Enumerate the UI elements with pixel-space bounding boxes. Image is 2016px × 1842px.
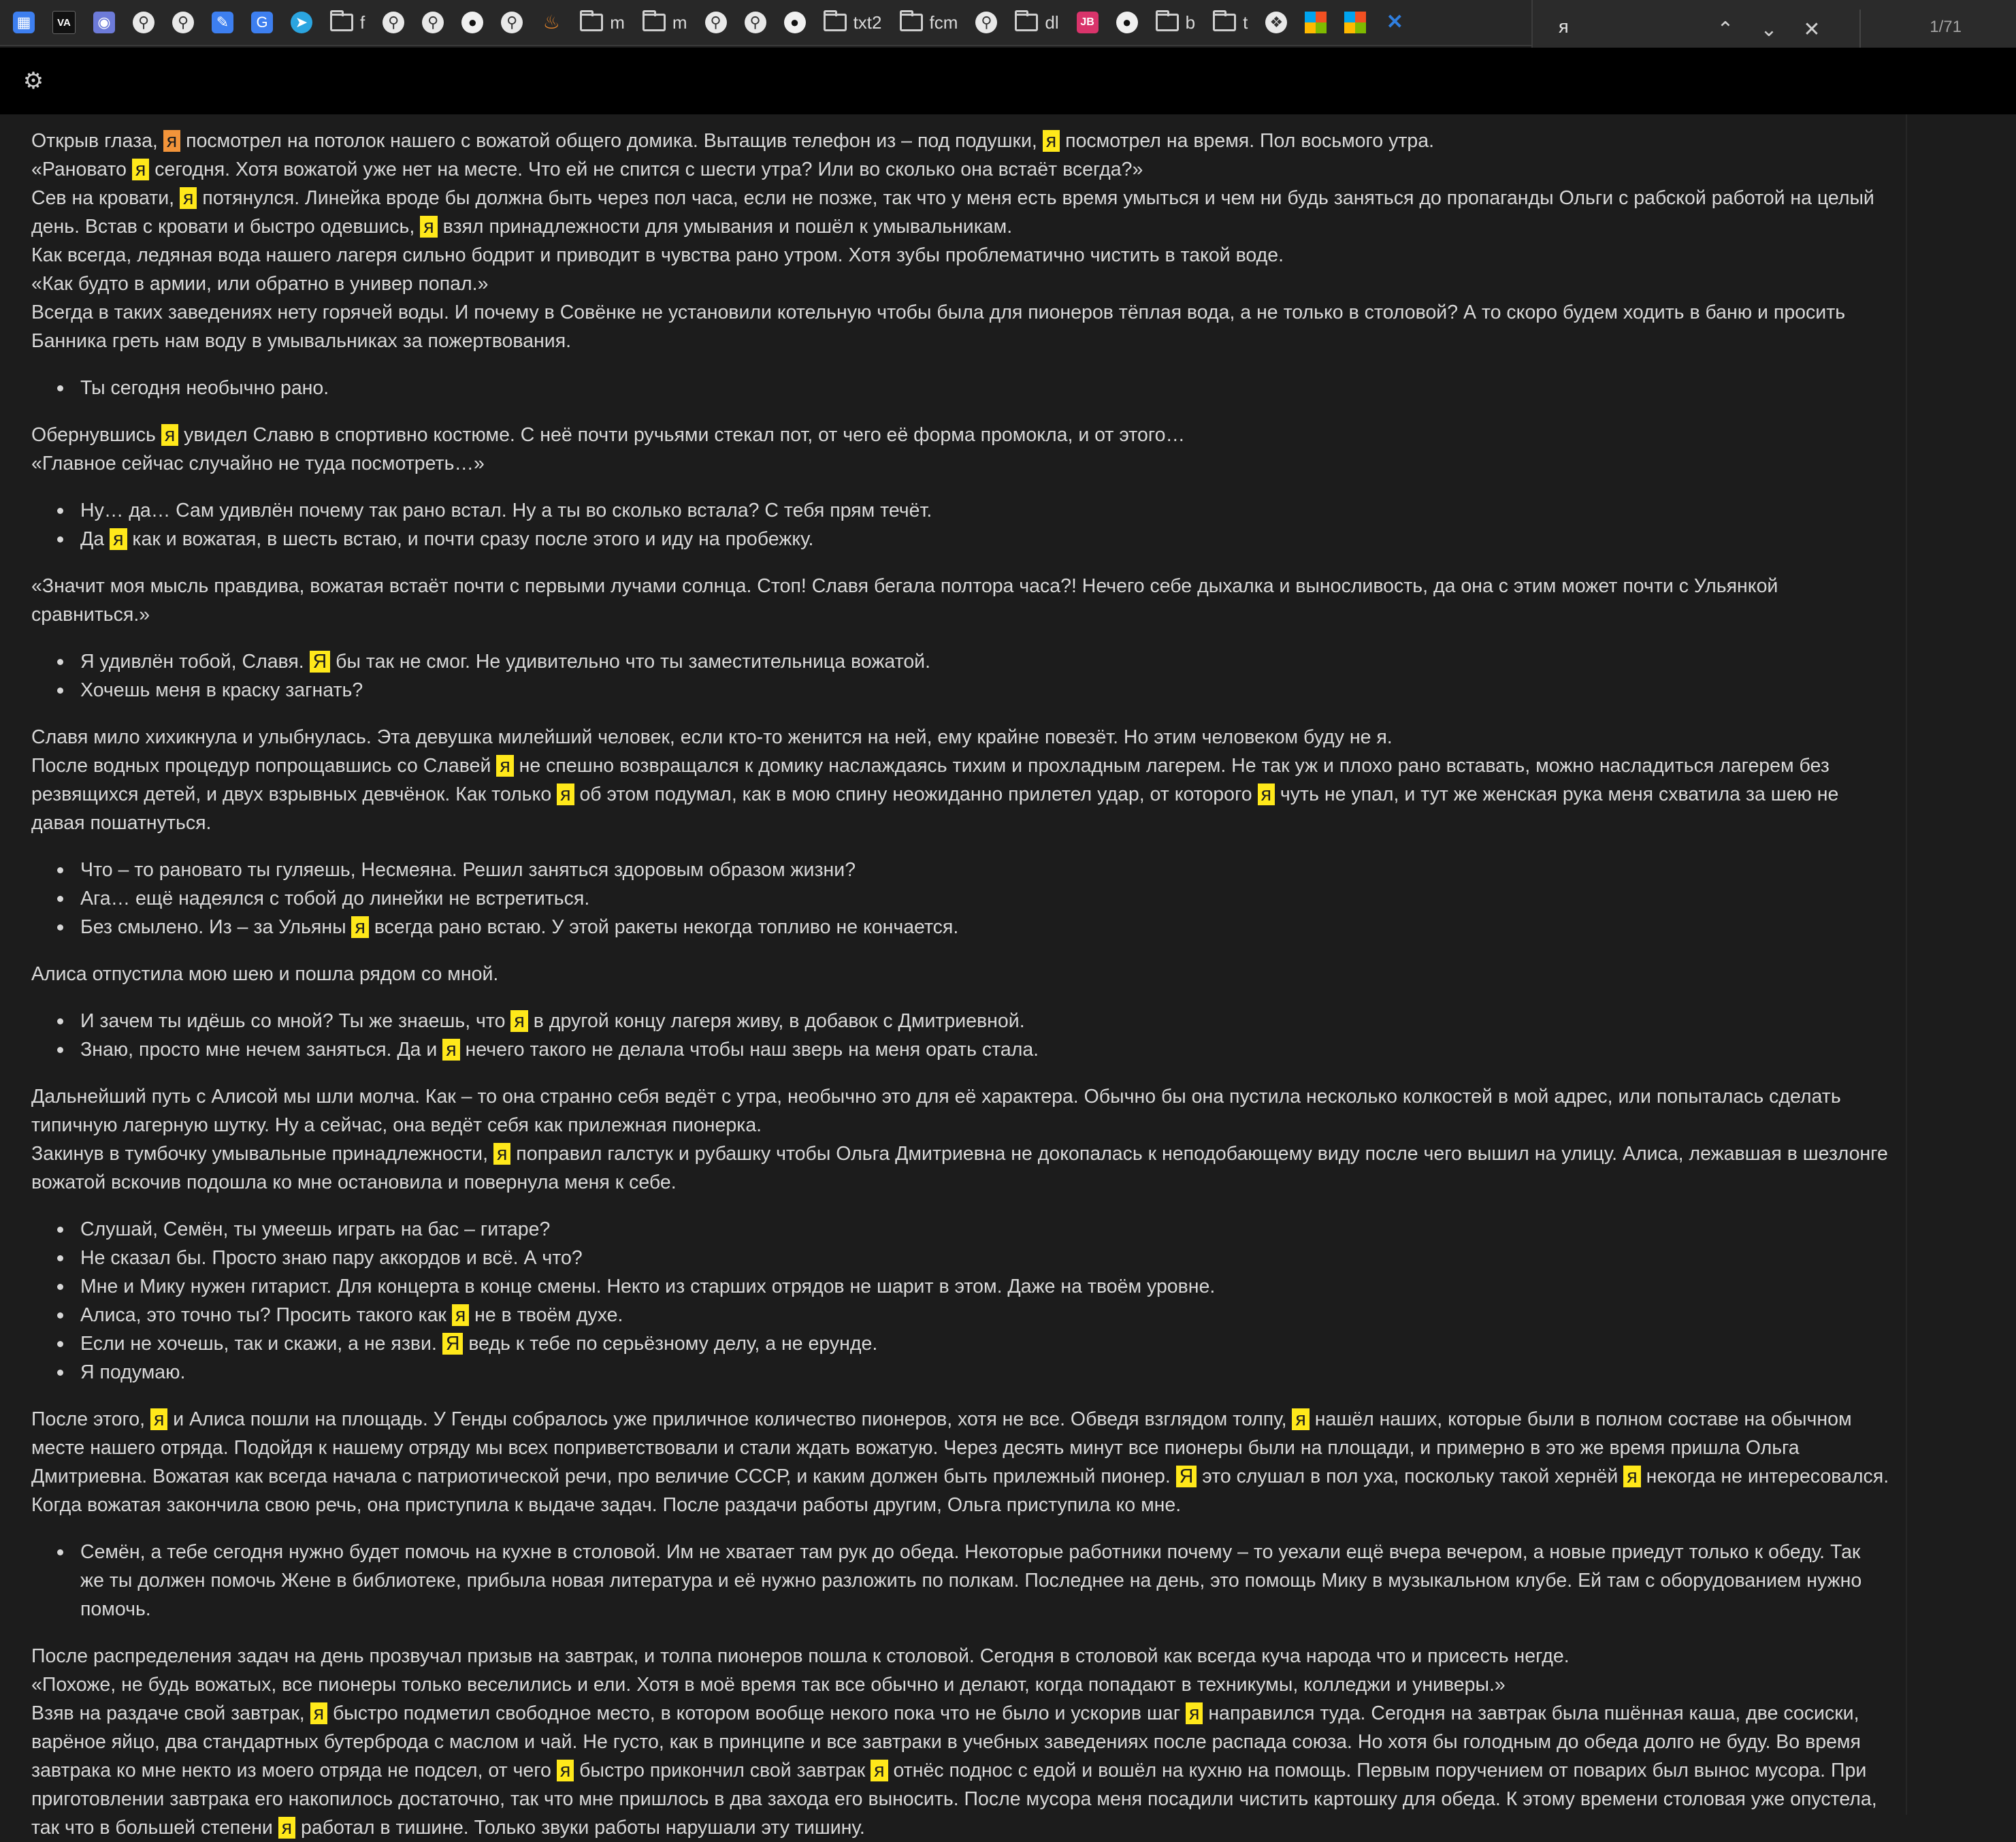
bookmark-item[interactable] xyxy=(775,4,815,41)
globe-icon: ⚲ xyxy=(383,12,404,33)
text-run: Ага… ещё надеялся с тобой до линейки не встретиться. xyxy=(80,888,590,909)
search-match: я xyxy=(442,1039,459,1061)
text-run: и Алиса пошли на площадь. У Генды собралось уже приличное количество пионеров, хотя не все. Обведя взглядом толпу, xyxy=(167,1408,1292,1430)
bookmark-item[interactable] xyxy=(203,4,242,41)
list-item xyxy=(80,1215,1889,1244)
search-match: я xyxy=(557,1760,574,1781)
telegram-icon: ➤ xyxy=(291,12,312,33)
close-icon: ✕ xyxy=(1803,18,1821,41)
bookmark-item[interactable] xyxy=(1204,4,1256,41)
text-run: Славя мило хихикнула и улыбнулась. Эта девушка милейший человек, если кто-то женится на ней, ему крайне повезёт. Но этим человеком буду не я. xyxy=(31,726,1393,748)
text-run: «Главное сейчас случайно не туда посмотреть…» xyxy=(31,453,485,474)
list-item xyxy=(80,1007,1889,1035)
text-run: быстро подметил свободное место, в котором вообще некого пока что не было и ускорив шаг xyxy=(327,1702,1186,1724)
text-run: сегодня. Хотя вожатой уже нет на месте. Что ей не спится с шести утра? Или во сколько она встаёт всегда?» xyxy=(149,159,1143,180)
github-icon: ● xyxy=(461,12,483,33)
bookmark-item[interactable] xyxy=(966,4,1006,41)
text-run: всегда рано встаю. У этой ракеты некогда топливо не кончается. xyxy=(368,916,959,938)
puzzle-icon: ❖ xyxy=(1265,12,1287,33)
search-match: Я xyxy=(1176,1466,1197,1487)
bookmark-item[interactable] xyxy=(1296,4,1335,41)
bookmark-item[interactable] xyxy=(736,4,775,41)
search-match: я xyxy=(1186,1702,1203,1724)
list-item xyxy=(80,884,1889,913)
search-match: я xyxy=(278,1817,295,1839)
paragraph xyxy=(31,184,1889,241)
search-match: я xyxy=(132,159,149,180)
text-run: бы так не смог. Не удивительно что ты заместительница вожатой. xyxy=(330,651,931,673)
globe-icon: ⚲ xyxy=(501,12,523,33)
folder-icon xyxy=(1156,14,1179,31)
bookmark-item[interactable] xyxy=(242,4,282,41)
globe-icon: ⚲ xyxy=(745,12,766,33)
text-run: Мне и Мику нужен гитарист. Для концерта в конце смены. Некто из старших отрядов не шарит в этом. Даже на твоём уровне. xyxy=(80,1276,1216,1297)
text-run: Что – то рановато ты гуляешь, Несмеяна. Решил заняться здоровым образом жизни? xyxy=(80,859,856,881)
bookmark-item[interactable] xyxy=(282,4,321,41)
search-match: я xyxy=(351,916,368,938)
bookmark-label: m xyxy=(672,12,687,33)
bookmark-item[interactable] xyxy=(532,4,571,41)
text-run: направился туда. Сегодня на завтрак была пшённая каша, две сосиски, варёное яйцо, два стандартных бутерброда с маслом и чай. Не густо, как в принципе и все завтраки в учебных заведениях после распада союза. Но хотя бы голодным до обеда долго не буду. Во время завтрака ко мне некто из моего отряда не подсел, от чего xyxy=(31,1702,1861,1781)
bookmark-item[interactable] xyxy=(374,4,413,41)
globe-icon: ⚲ xyxy=(422,12,444,33)
bookmark-item[interactable] xyxy=(163,4,203,41)
sheets-icon: ▦ xyxy=(13,12,35,33)
translate-icon: G xyxy=(251,12,273,33)
dialogue-list xyxy=(31,374,1889,402)
text-run: Не сказал бы. Просто знаю пару аккордов и всё. А что? xyxy=(80,1247,583,1269)
text-run: Ты сегодня необычно рано. xyxy=(80,377,329,399)
text-run: «Как будто в армии, или обратно в универ попал.» xyxy=(31,273,489,295)
search-match: я xyxy=(1258,783,1275,805)
paragraph xyxy=(31,421,1889,449)
gear-icon: ⚙ xyxy=(22,68,44,94)
paragraph xyxy=(31,270,1889,298)
search-match: я xyxy=(496,755,513,777)
paragraph xyxy=(31,1699,1889,1842)
bookmark-item[interactable] xyxy=(1006,4,1067,41)
va-icon: VA xyxy=(52,11,76,34)
text-run: Алиса, это точно ты? Просить такого как xyxy=(80,1304,452,1326)
bookmark-label: dl xyxy=(1045,12,1059,33)
list-item xyxy=(80,525,1889,553)
app-icon: ◉ xyxy=(93,12,115,33)
bookmark-item[interactable] xyxy=(321,4,374,41)
text-run: не спешно возвращался к домику наслаждаясь тихим и прохладным лагерем. Не так уж и плохо рано вставать, можно насладиться лагерем без резвящихся детей, и двух взрывных девчёнок. Как только xyxy=(31,755,1830,805)
dialogue-list xyxy=(31,1007,1889,1064)
bookmark-item[interactable] xyxy=(4,4,44,41)
bookmark-item[interactable] xyxy=(1107,4,1147,41)
reader-view[interactable] xyxy=(0,114,2016,1839)
folder-icon xyxy=(900,14,923,31)
dialogue-list xyxy=(31,1538,1889,1623)
paragraph xyxy=(31,1670,1889,1699)
text-run: в другой концу лагеря живу, в добавок с Дмитриевной. xyxy=(527,1010,1025,1032)
folder-icon xyxy=(643,14,666,31)
settings-button[interactable] xyxy=(20,68,46,94)
text-run: «Значит моя мысль правдива, вожатая встаёт почти с первыми лучами солнца. Стоп! Славя бегала полтора часа?! Нечего себе дыхалка и выносливость, да она с этим может почти с Ульянкой сравниться.» xyxy=(31,575,1778,626)
text-run: Без смылено. Из – за Ульяны xyxy=(80,916,352,938)
paragraph xyxy=(31,960,1889,988)
text-run: Я удивлён тобой, Славя. xyxy=(80,651,310,673)
bookmark-item[interactable] xyxy=(1147,4,1204,41)
search-match: Я xyxy=(442,1333,464,1355)
text-run: Закинув в тумбочку умывальные принадлежности, xyxy=(31,1143,493,1165)
search-match: я xyxy=(180,187,197,209)
text-run: Слушай, Семён, ты умеешь играть на бас – гитаре? xyxy=(80,1218,551,1240)
bookmark-item[interactable] xyxy=(84,4,124,41)
current-search-match: я xyxy=(163,130,180,152)
text-run: Сев на кровати, xyxy=(31,187,180,209)
text-run: «Похоже, не будь вожатых, все пионеры только веселились и ели. Хотя в моё время так все обычно и делают, когда попадают в техникумы, колледжи и универы.» xyxy=(31,1674,1506,1696)
search-match: я xyxy=(557,783,574,805)
text-run: ведь к тебе по серьёзному делу, а не ерунде. xyxy=(463,1333,878,1355)
text-run: Семён, а тебе сегодня нужно будет помочь на кухне в столовой. Им не хватает там рук до обеда. Некоторые работники почему – то уехали ещё вчера вечером, а новые приедут только к обеду. Так же ты должен помочь Жене в библиотеке, прибыла новая литература и её нужно разложить по полкам. Последнее на день, это помощь Мику в музыкальном клубе. Ей там с оборудованием нужно помочь. xyxy=(80,1541,1862,1620)
text-run: не в твоём духе. xyxy=(469,1304,623,1326)
text-run: посмотрел на время. Пол восьмого утра. xyxy=(1060,130,1434,152)
text-run: нашёл наших, которые были в полном составе на обычном месте нашего отряда. Подойдя к нашему отряду мы всех поприветствовали и стали ждать вожатую. Через десять минут все пионеры были на площади, и примерно в это же время пришла Ольга Дмитриевна. Вожатая как всегда начала с патриотической речи, про величие СССР, и каким должен быть прилежный пионер. xyxy=(31,1408,1852,1487)
bookmark-item[interactable] xyxy=(571,4,634,41)
list-item xyxy=(80,374,1889,402)
text-run: отнёс поднос с едой и вошёл на кухню на помощь. Первым поручением от поварих был вынос мусора. При приготовлении завтрака его накопилось достаточно, так что мне пришлось в два захода его выносить. После мусора меня посадили чистить картошку для обеда. К этому времени столовая уже опустела, так что в большей степени xyxy=(31,1760,1877,1839)
bookmark-item[interactable] xyxy=(492,4,532,41)
text-run: потянулся. Линейка вроде бы должна быть через пол часа, если не позже, так что у меня есть время умыться и чем ни будь заняться до пропаганды Ольги с рабской работой на целый день. Встав с кровати и быстро одевшись, xyxy=(31,187,1874,238)
globe-icon: ⚲ xyxy=(705,12,727,33)
java-icon: ♨ xyxy=(542,12,560,33)
list-item xyxy=(80,1272,1889,1301)
github-icon: ● xyxy=(784,12,806,33)
article-body xyxy=(31,127,1889,1842)
list-item xyxy=(80,913,1889,941)
folder-icon xyxy=(330,14,353,31)
list-item xyxy=(80,647,1889,676)
find-close-button[interactable] xyxy=(1795,12,1829,46)
search-match: я xyxy=(1292,1408,1309,1430)
globe-icon: ⚲ xyxy=(172,12,194,33)
list-item xyxy=(80,1329,1889,1358)
find-divider xyxy=(1859,10,1861,49)
search-match: я xyxy=(310,1702,327,1724)
microsoft-icon xyxy=(1344,12,1366,33)
list-item xyxy=(80,1244,1889,1272)
text-run: Я подумаю. xyxy=(80,1361,186,1383)
bookmark-label: txt2 xyxy=(853,12,882,33)
list-item xyxy=(80,496,1889,525)
text-run: об этом подумал, как в мою спину неожиданно прилетел удар, от которого xyxy=(574,783,1258,805)
bookmark-item[interactable] xyxy=(1068,4,1107,41)
paragraph xyxy=(31,127,1889,155)
text-run: чуть не упал, и тут же женская рука меня схватила за шею не давая пошатнуться. xyxy=(31,783,1839,834)
bookmark-item[interactable] xyxy=(453,4,492,41)
text-run: Если не хочешь, так и скажи, а не язви. xyxy=(80,1333,442,1355)
paragraph xyxy=(31,1082,1889,1140)
bookmark-item[interactable] xyxy=(124,4,163,41)
bookmark-item[interactable] xyxy=(1375,4,1414,41)
x-icon: ✕ xyxy=(1386,11,1403,33)
globe-icon: ⚲ xyxy=(975,12,997,33)
search-match: я xyxy=(420,216,437,238)
text-run: увидел Славю в спортивно костюме. С неё почти ручьями стекал пот, от чего её форма промокла, и от этого… xyxy=(178,424,1185,446)
paragraph xyxy=(31,298,1889,355)
search-match: я xyxy=(110,528,127,550)
dialogue-list xyxy=(31,647,1889,705)
list-item xyxy=(80,1035,1889,1064)
text-run: «Рановато xyxy=(31,159,132,180)
text-run: некогда не интересовался. Когда вожатая закончила свою речь, она приступила к выдаче задач. После раздачи работы другим, Ольга приступила ко мне. xyxy=(31,1466,1889,1516)
text-run: Взяв на раздаче свой завтрак, xyxy=(31,1702,310,1724)
search-match: я xyxy=(150,1408,167,1430)
blue-app-icon: ✎ xyxy=(212,12,233,33)
text-run: работал в тишине. Только звуки работы нарушали эту тишину. xyxy=(295,1817,865,1839)
bookmark-item[interactable] xyxy=(1256,4,1296,41)
text-run: Всегда в таких заведениях нету горячей воды. И почему в Совёнке не установили котельную чтобы была для пионеров тёплая вода, а не только в столовой? А то скоро будем ходить в баню и просить Банника греть нам воду в умывальниках за пожертвования. xyxy=(31,302,1846,352)
text-run: Дальнейший путь с Алисой мы шли молча. Как – то она странно себя ведёт с утра, необычно это для её характера. Обычно бы она пустила несколько колкостей в мой адрес, или попыталась сделать типичную лагерную шутку. Ну а сейчас, она ведёт себя как прилежная пионерка. xyxy=(31,1086,1841,1136)
text-run: После водных процедур попрощавшись со Славей xyxy=(31,755,497,777)
paragraph xyxy=(31,1140,1889,1197)
paragraph xyxy=(31,572,1889,629)
text-run: Открыв глаза, xyxy=(31,130,163,152)
text-run: Алиса отпустила мою шею и пошла рядом со мной. xyxy=(31,963,499,985)
list-item xyxy=(80,1301,1889,1329)
text-run: посмотрел на потолок нашего с вожатой общего домика. Вытащив телефон из – под подушки, xyxy=(180,130,1043,152)
list-item xyxy=(80,1538,1889,1623)
text-run: Как всегда, ледяная вода нашего лагеря сильно бодрит и приводит в чувства рано утром. Хотя зубы проблематично чистить в такой воде. xyxy=(31,244,1284,266)
jetbrains-icon: JB xyxy=(1077,12,1099,33)
reader-toolbar xyxy=(0,48,2016,114)
folder-icon xyxy=(580,14,603,31)
text-run: это слушал в пол уха, поскольку такой хернёй xyxy=(1197,1466,1624,1487)
text-run: как и вожатая, в шесть встаю, и почти сразу после этого и иду на пробежку. xyxy=(127,528,814,550)
bookmark-item[interactable] xyxy=(891,4,967,41)
paragraph xyxy=(31,723,1889,752)
dialogue-list xyxy=(31,856,1889,941)
paragraph xyxy=(31,155,1889,184)
search-match: я xyxy=(452,1304,469,1326)
search-match: я xyxy=(510,1010,527,1032)
search-match: я xyxy=(161,424,178,446)
text-run: быстро прикончил свой завтрак xyxy=(574,1760,871,1781)
microsoft-icon xyxy=(1305,12,1327,33)
text-run: нечего такого не делала чтобы наш зверь на меня орать стала. xyxy=(459,1039,1039,1061)
text-run: Знаю, просто мне нечем заняться. Да и xyxy=(80,1039,443,1061)
search-match: я xyxy=(871,1760,888,1781)
text-run: Да xyxy=(80,528,110,550)
search-match: Я xyxy=(310,651,331,673)
find-next-button[interactable] xyxy=(1752,12,1786,46)
folder-icon xyxy=(824,14,847,31)
bookmark-label: f xyxy=(360,12,365,33)
list-item xyxy=(80,676,1889,705)
folder-icon xyxy=(1213,14,1236,31)
chevron-down-icon: ⌄ xyxy=(1760,18,1778,41)
text-run: Обернувшись xyxy=(31,424,161,446)
chevron-up-icon: ⌃ xyxy=(1717,18,1734,41)
scroll-divider xyxy=(1906,114,1907,1815)
find-previous-button[interactable] xyxy=(1708,12,1742,46)
bookmark-label: fcm xyxy=(929,12,958,33)
bookmark-label: b xyxy=(1185,12,1196,33)
search-match: я xyxy=(1623,1466,1640,1487)
bookmark-item[interactable] xyxy=(1335,4,1375,41)
text-run: Ну… да… Сам удивлён почему так рано встал. Ну а ты во сколько встала? С тебя прям течёт. xyxy=(80,500,932,521)
text-run: И зачем ты идёшь со мной? Ты же знаешь, что xyxy=(80,1010,511,1032)
bookmark-item[interactable] xyxy=(634,4,696,41)
text-run: взял принадлежности для умывания и пошёл к умывальникам. xyxy=(437,216,1013,238)
list-item xyxy=(80,856,1889,884)
text-run: поправил галстук и рубашку чтобы Ольга Дмитриевна не докопалась к неподобающему виду после чего вышил на улицу. Алиса, лежавшая в шезлонге вожатой вскочив подошла ко мне остановила и повернула меня к себе. xyxy=(31,1143,1888,1193)
paragraph xyxy=(31,449,1889,478)
text-run: После распределения задач на день прозвучал призыв на завтрак, и толпа пионеров пошла к столовой. Сегодня в столовой как всегда куча народа что и присесть негде. xyxy=(31,1645,1570,1667)
paragraph xyxy=(31,1642,1889,1670)
bookmark-label: m xyxy=(610,12,625,33)
bookmark-item[interactable] xyxy=(413,4,453,41)
github-icon: ● xyxy=(1116,12,1138,33)
bookmark-item[interactable] xyxy=(696,4,736,41)
dialogue-list xyxy=(31,1215,1889,1387)
paragraph xyxy=(31,241,1889,270)
list-item xyxy=(80,1358,1889,1387)
paragraph xyxy=(31,752,1889,837)
bookmark-item[interactable] xyxy=(815,4,891,41)
find-input[interactable]: я xyxy=(1559,16,1569,37)
search-match: я xyxy=(1043,130,1060,152)
folder-icon xyxy=(1015,14,1038,31)
globe-icon: ⚲ xyxy=(133,12,155,33)
bookmark-item[interactable] xyxy=(44,4,84,41)
text-run: После этого, xyxy=(31,1408,150,1430)
find-match-count: 1/71 xyxy=(1930,18,1962,36)
dialogue-list xyxy=(31,496,1889,553)
search-match: я xyxy=(493,1143,510,1165)
paragraph xyxy=(31,1405,1889,1519)
text-run: Хочешь меня в краску загнать? xyxy=(80,679,363,701)
bookmark-label: t xyxy=(1243,12,1248,33)
